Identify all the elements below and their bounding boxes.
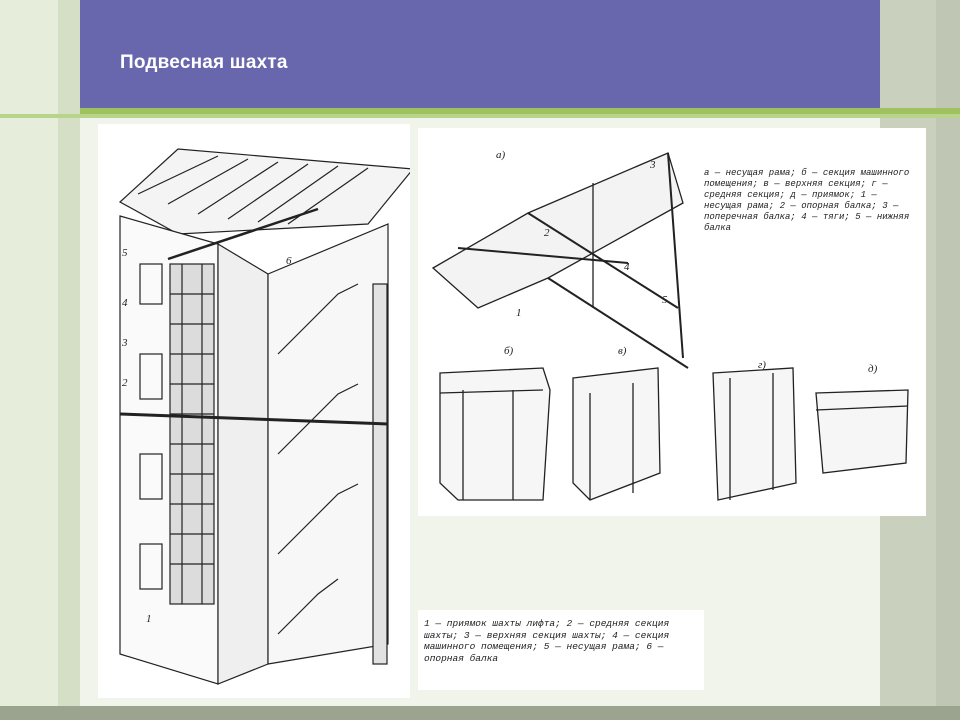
footer-bar xyxy=(0,706,960,720)
panel-label-d: д) xyxy=(868,363,878,375)
label-2: 2 xyxy=(122,377,128,389)
label-1: 1 xyxy=(146,613,152,625)
label-4: 4 xyxy=(122,297,128,309)
label-3: 3 xyxy=(122,337,128,349)
part-label-2: 2 xyxy=(544,227,550,239)
building-section-drawing xyxy=(98,124,410,698)
part-label-3: 3 xyxy=(650,159,656,171)
building-section-svg xyxy=(98,124,410,698)
building-caption: 1 — приямок шахты лифта; 2 — средняя секция шахты; 3 — верхняя секция шахты; 4 — секция машинного помещения; 5 — несущая рама; 6 — опорная балка xyxy=(424,618,670,664)
label-5: 5 xyxy=(122,247,128,259)
label-6: 6 xyxy=(286,255,292,267)
part-label-5: 5 xyxy=(662,294,668,306)
panel-label-g: г) xyxy=(758,359,766,371)
part-label-4: 4 xyxy=(624,261,630,273)
panel-label-b: б) xyxy=(504,345,514,357)
panel-label-v: в) xyxy=(618,345,627,357)
left-decor-inner xyxy=(0,0,58,720)
panel-label-a: а) xyxy=(496,149,506,161)
part-label-1: 1 xyxy=(516,307,522,319)
slide-title: Подвесная шахта xyxy=(120,52,288,73)
sections-caption: а — несущая рама; б — секция машинного помещения; в — верхняя секция; г — средняя секция; д — приямок; 1 — несущая рама; 2 — опорная балка; 3 — поперечная балка; 4 — тяги; 5 — нижняя балка xyxy=(704,168,910,233)
